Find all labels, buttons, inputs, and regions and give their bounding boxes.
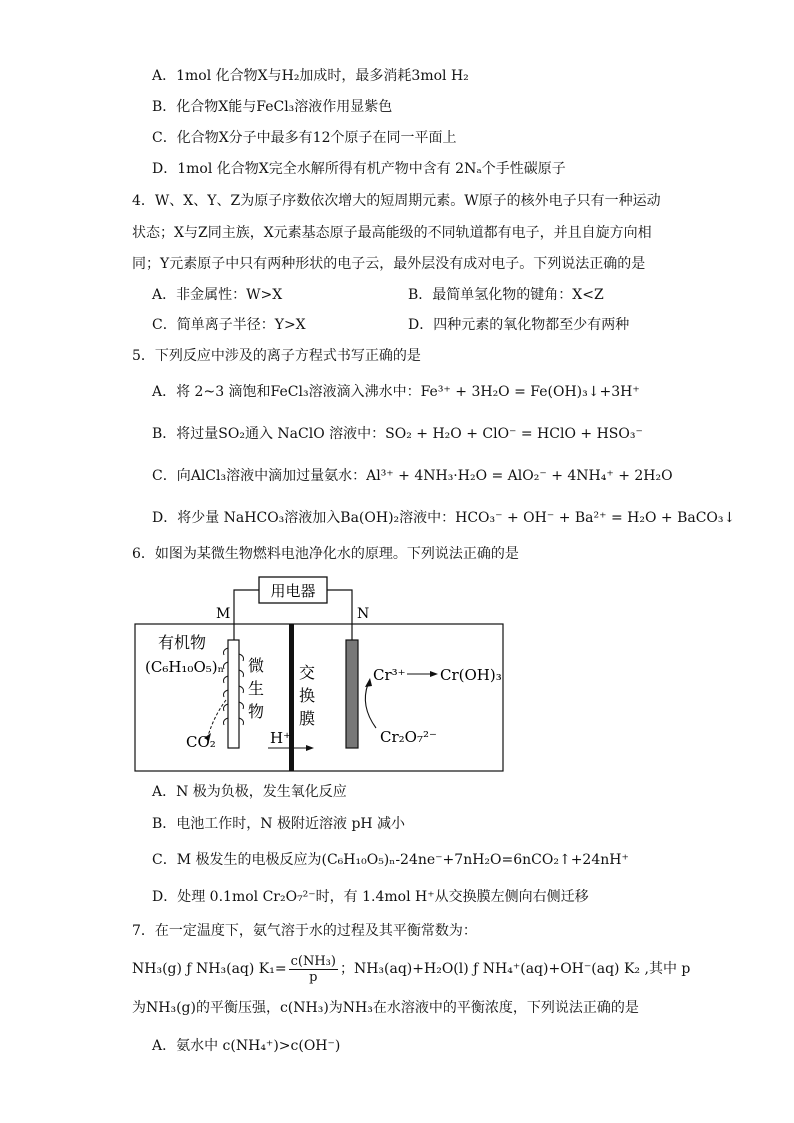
q7-line3: 为NH₃(g)的平衡压强，c(NH₃)为NH₃在水溶液中的平衡浓度，下列说法正确的是 [132,1000,639,1016]
q4-option-a: A．非金属性：W>X [152,287,283,303]
cr2o7-label: Cr₂O₇²⁻ [380,728,437,746]
q4-option-d: D．四种元素的氧化物都至少有两种 [408,317,630,333]
q7-fraction [289,954,338,985]
membrane-label-3: 膜 [299,709,316,728]
wire-m [234,590,259,640]
q7-eq2: ；NH₃(aq)+H₂O(l) ƒ NH₄⁺(aq)+OH⁻(aq) K₂ ,其中 p [339,961,691,977]
exchange-membrane [289,624,294,771]
q7-fraction-num: c(NH₃) [290,953,336,969]
q5-option-a: A．将 2~3 滴饱和FeCl₃溶液滴入沸水中：Fe³⁺ + 3H₂O = Fe(OH)₃↓+3H⁺ [152,384,640,400]
q6-option-d: D．处理 0.1mol Cr₂O₇²⁻时，有 1.4mol H⁺从交换膜左侧向右侧迁移 [152,889,589,905]
q4-stem-line3: 同；Y元素原子中只有两种形状的电子云，最外层没有成对电子。下列说法正确的是 [132,256,646,272]
q6-option-b: B．电池工作时，N 极附近溶液 pH 减小 [152,816,406,832]
croh-label: Cr(OH)₃ [440,666,502,684]
membrane-label-2: 换 [299,686,316,705]
cr3-label: Cr³⁺ [373,666,406,684]
curve-arrowhead [365,678,372,687]
microbe-label-1: 微 [248,656,265,675]
q5-stem: 5．下列反应中涉及的离子方程式书写正确的是 [132,348,421,364]
hplus-label: H⁺ [270,729,291,747]
curve-arrow [365,684,376,728]
electrode-m-label: M [216,606,231,622]
q3-option-d: D．1mol 化合物X完全水解所得有机产物中含有 2Nₐ个手性碳原子 [152,161,566,177]
q4-stem-line1: 4．W、X、Y、Z为原子序数依次增大的短周期元素。W原子的核外电子只有一种运动 [132,193,661,209]
q3-option-c: C．化合物X分子中最多有12个原子在同一平面上 [152,130,457,146]
q5-option-b: B．将过量SO₂通入 NaClO 溶液中：SO₂ + H₂O + ClO⁻ = HClO + HSO₃⁻ [152,426,643,442]
cr-arrowhead [430,671,438,677]
wire-n [327,590,352,640]
q7-equations [132,952,690,986]
q7-stem: 7．在一定温度下，氨气溶于水的过程及其平衡常数为： [132,923,477,939]
hplus-arrowhead [306,745,314,751]
electrode-n-label: N [357,606,370,622]
q7-eq1: NH₃(g) ƒ NH₃(aq) K₁= [132,961,287,977]
organic-formula: (C₆H₁₀O₅)ₙ [145,658,225,676]
q5-option-c: C．向AlCl₃溶液中滴加过量氨水：Al³⁺ + 4NH₃·H₂O = AlO₂⁻ + 4NH₄⁺ + 2H₂O [152,468,673,484]
q7-option-a: A．氨水中 c(NH₄⁺)>c(OH⁻) [152,1038,341,1054]
microbe-label-2: 生 [248,679,265,698]
microbe-label-3: 物 [248,702,265,721]
q4-option-b: B．最简单氢化物的键角：X<Z [408,287,604,303]
electrode-m [228,640,239,748]
membrane-label-1: 交 [299,663,316,682]
co2-arrow [208,700,226,736]
q5-option-d: D．将少量 NaHCO₃溶液加入Ba(OH)₂溶液中：HCO₃⁻ + OH⁻ + Ba²⁺ = H₂O + BaCO₃↓ [152,510,736,526]
q6-option-a: A．N 极为负极，发生氧化反应 [152,784,347,800]
q4-stem-line2: 状态；X与Z同主族，X元素基态原子最高能级的不同轨道都有电子，并且自旋方向相 [132,225,652,241]
q4-option-c: C．简单离子半径：Y>X [152,317,306,333]
co2-label: CO₂ [186,733,216,751]
q3-option-b: B．化合物X能与FeCl₃溶液作用显紫色 [152,99,393,115]
electrode-n [346,640,358,748]
q7-fraction-den: p [309,969,318,985]
organic-label: 有机物 [158,633,207,652]
q6-option-c: C．M 极发生的电极反应为(C₆H₁₀O₅)ₙ-24ne⁻+7nH₂O=6nCO₂↑+24nH⁺ [152,852,629,868]
q6-stem: 6．如图为某微生物燃料电池净化水的原理。下列说法正确的是 [132,546,519,562]
device-label: 用电器 [270,582,316,600]
q3-option-a: A．1mol 化合物X与H₂加成时，最多消耗3mol H₂ [152,68,469,84]
